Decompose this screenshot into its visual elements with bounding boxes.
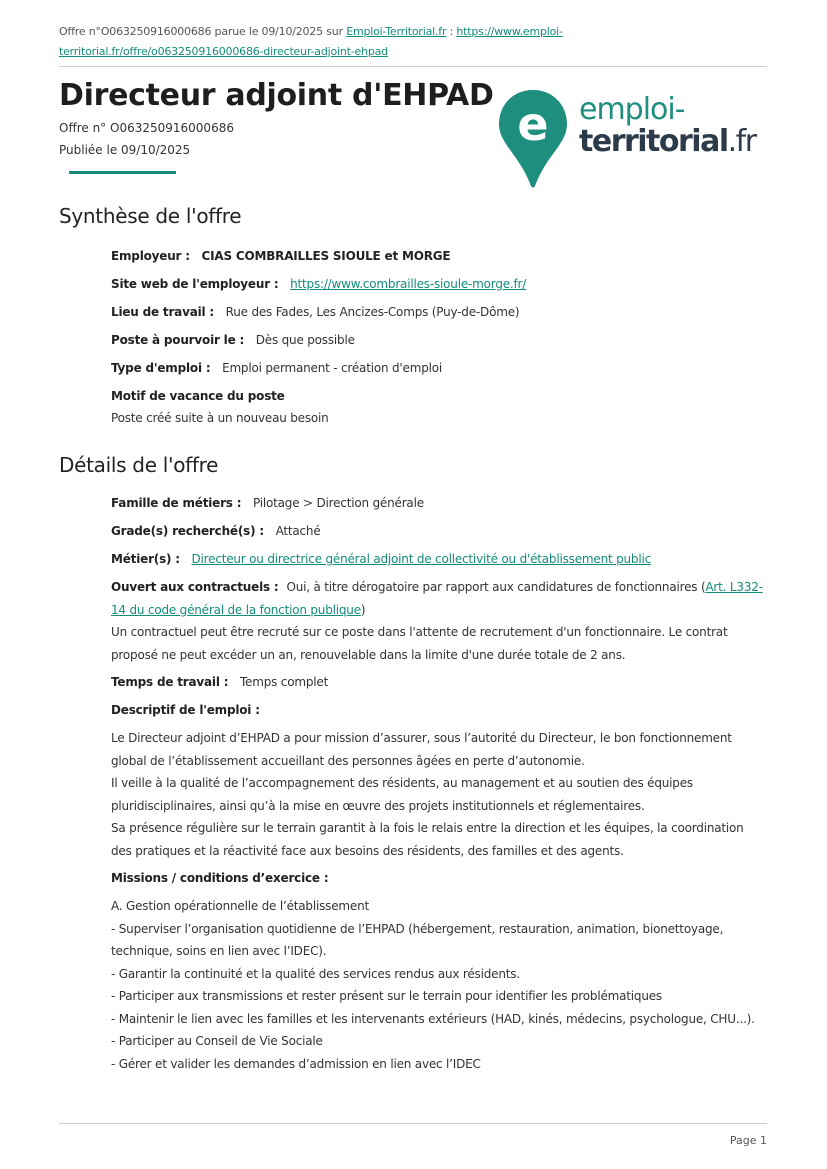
- contract-law-link[interactable]: Art. L332-14 du code général de la fonction publique: [111, 580, 763, 617]
- description-paragraph: Il veille à la qualité de l’accompagnement des résidents, au management et au soutien des équipes pluridisciplinaires, ainsi qu’à la mise en œuvre des projets institutionnels et réglementaires.: [111, 776, 693, 813]
- map-pin-e-icon: [497, 88, 569, 188]
- missions-label: Missions / conditions d’exercice :: [111, 871, 329, 885]
- offer-url-link[interactable]: https://www.emploi-territorial.fr/offre/o063250916000686-directeur-adjoint-ehpad: [59, 25, 563, 58]
- job-row: [111, 548, 767, 570]
- logo-fr-suffix: .fr: [727, 124, 756, 159]
- employer-row: [111, 245, 767, 267]
- site-link[interactable]: Emploi-Territorial.fr: [346, 25, 447, 38]
- contract-value: Oui, à titre dérogatoire par rapport aux candidatures de fonctionnaires (: [286, 580, 706, 594]
- description-label: Descriptif de l'emploi :: [111, 703, 260, 717]
- section-heading-details: Détails de l'offre: [59, 453, 219, 477]
- description-paragraph: Le Directeur adjoint d’EHPAD a pour mission d’assurer, sous l’autorité du Directeur, le bon fonctionnement global de l’établissement accueillant des personnes âgées en perte d’autonomie.: [111, 731, 732, 768]
- title-accent-bar: [69, 171, 176, 174]
- job-link[interactable]: Directeur ou directrice général adjoint de collectivité ou d'établissement public: [191, 552, 651, 566]
- logo-text-emploi: emploi-: [579, 92, 685, 127]
- website-label: Site web de l'employeur :: [111, 277, 279, 291]
- type-row: [111, 357, 767, 379]
- mission-item: A. Gestion opérationnelle de l’établissement: [111, 899, 369, 913]
- time-value: Temps complet: [239, 675, 329, 689]
- location-row: [111, 301, 767, 323]
- logo-text-territorial: [579, 124, 756, 159]
- job-label: Métier(s) :: [111, 552, 180, 566]
- employer-value: CIAS COMBRAILLES SIOULE et MORGE: [201, 249, 451, 263]
- type-value: Emploi permanent - création d'emploi: [222, 361, 443, 375]
- employer-label: Employeur :: [111, 249, 190, 263]
- location-value: Rue des Fades, Les Ancizes-Comps (Puy-de-Dôme): [225, 305, 520, 319]
- grade-label: Grade(s) recherché(s) :: [111, 524, 264, 538]
- start-value: Dès que possible: [255, 333, 355, 347]
- header-divider: [59, 66, 767, 67]
- source-separator: :: [446, 25, 457, 38]
- description-paragraph: Sa présence régulière sur le terrain garantit à la fois le relais entre la direction et les équipes, la coordination des pratiques et la réactivité face aux besoins des résidents, des familles et des agents.: [111, 821, 744, 858]
- time-row: [111, 671, 767, 693]
- emploi-territorial-logo: [497, 88, 767, 188]
- synthese-block: [111, 245, 767, 429]
- website-row: [111, 273, 767, 295]
- contract-row: [111, 576, 767, 621]
- start-label: Poste à pourvoir le :: [111, 333, 245, 347]
- section-heading-synthese: Synthèse de l'offre: [59, 204, 242, 228]
- location-label: Lieu de travail :: [111, 305, 215, 319]
- contract-close: ): [360, 602, 366, 617]
- mission-item: - Participer aux transmissions et rester présent sur le terrain pour identifier les problématiques: [111, 989, 662, 1003]
- family-label: Famille de métiers :: [111, 496, 242, 510]
- mission-item: - Gérer et valider les demandes d’admission en lien avec l’IDEC: [111, 1056, 481, 1071]
- published-date: Publiée le 09/10/2025: [59, 143, 191, 157]
- source-prefix: Offre n°O063250916000686 parue le 09/10/2025 sur: [59, 25, 347, 38]
- mission-item: - Garantir la continuité et la qualité des services rendus aux résidents.: [111, 966, 520, 981]
- contract-note: Un contractuel peut être recruté sur ce poste dans l'attente de recrutement d'un fonctionnaire. Le contrat proposé ne peut excéder un an, renouvelable dans la limite d'une durée totale de 2 ans.: [111, 625, 728, 662]
- page-number: Page 1: [729, 1134, 767, 1147]
- family-value: Pilotage > Direction générale: [252, 496, 424, 510]
- logo-territorial-word: territorial: [579, 124, 728, 159]
- footer-divider: [59, 1123, 767, 1124]
- reason-value: Poste créé suite à un nouveau besoin: [111, 411, 329, 425]
- grade-row: [111, 520, 767, 542]
- mission-item: - Superviser l’organisation quotidienne de l’EHPAD (hébergement, restauration, animation, bionettoyage, technique, soins en lien avec l’IDEC).: [111, 921, 724, 958]
- family-row: [111, 492, 767, 514]
- mission-item: - Participer au Conseil de Vie Sociale: [111, 1034, 323, 1048]
- employer-website-link[interactable]: https://www.combrailles-sioule-morge.fr/: [290, 277, 527, 291]
- type-label: Type d'emploi :: [111, 361, 211, 375]
- time-label: Temps de travail :: [111, 675, 229, 689]
- source-header: [59, 22, 767, 62]
- reason-label: Motif de vacance du poste: [111, 389, 285, 403]
- grade-value: Attaché: [275, 524, 321, 538]
- start-row: [111, 329, 767, 351]
- details-block: [111, 492, 767, 1075]
- offer-number: Offre n° O063250916000686: [59, 121, 234, 135]
- contract-label: Ouvert aux contractuels :: [111, 580, 279, 594]
- mission-item: - Maintenir le lien avec les familles et les intervenants extérieurs (HAD, kinés, médecins, psychologue, CHU...).: [111, 1011, 755, 1026]
- page-title: Directeur adjoint d'EHPAD: [59, 78, 494, 113]
- svg-text:e: e: [517, 97, 549, 151]
